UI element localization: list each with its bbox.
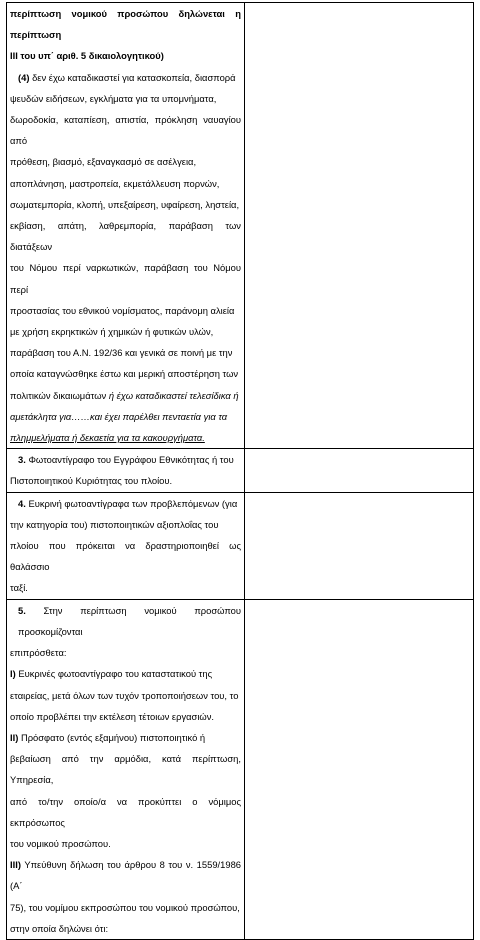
table-row [7,3,474,449]
item-5-line: ΙΙ) Πρόσφατο (εντός εξαμήνου) πιστοποιητικό ή [10,731,206,743]
item-4-line: με χρήση εκρηκτικών ή χημικών ή φυτικών υλών, [10,326,214,338]
item-5-line: εταιρείας, μετά όλων των τυχόν τροποποιήσεων του, το [10,689,239,701]
item-5-line: από το/την οποίο/α να προκύπτει ο νόμιμος εκπρόσωπος [10,795,241,828]
item-5-line: επιπρόσθετα: [10,647,67,659]
table-row [7,449,474,492]
item-number: (4) [18,71,30,83]
item-4-line: παράβαση του Α.Ν. 192/36 και γενικά σε ποινή με την [10,347,233,359]
item-5-line: του νομικού προσώπου. [10,837,111,849]
item-number: 5. [18,604,26,616]
left-cell [7,599,245,939]
item-4b-line: πλοίου που πρόκειται να δραστηριοποιηθεί ως θαλάσσιο [10,540,241,573]
item-4b-line: ταξί. [10,582,28,594]
item-4-line: οποία καταγνώσθηκε έστω και μερική αποστέρηση των [10,368,239,380]
subitem-number: ΙΙ) [10,731,19,743]
item-number: 3. [18,454,26,466]
item-4-line: προστασίας του εθνικού νομίσματος, παράνομη αλιεία [10,304,235,316]
item-4-line: δωροδοκία, καταπίεση, απιστία, πρόκληση ναυαγίου από [10,114,241,147]
item-4-line: αμετάκλητα για……και έχει παρέλθει πενταετία για τα [10,410,228,422]
intro-line: ΙΙΙ του υπ΄ αριθ. 5 δικαιολογητικού) [10,50,164,62]
document-table [6,2,474,940]
item-5-line: 5. Στην περίπτωση νομικού προσώπου προσκομίζονται [18,604,242,637]
left-cell [7,492,245,599]
item-3-line: 3. Φωτοαντίγραφο του Εγγράφου Εθνικότητας ή του [18,454,234,466]
item-4-line: πρόθεση, βιασμό, εξαναγκασμό σε ασέλγεια, [10,156,197,168]
item-4-line: σωματεμπορία, κλοπή, υπεξαίρεση, υφαίρεση, ληστεία, [10,198,240,210]
subitem-number: ΙΙΙ) [10,859,21,871]
table-row [7,492,474,599]
item-4-line: αποπλάνηση, μαστροπεία, εκμετάλλευση πορνών, [10,177,220,189]
item-4-line: του Νόμου περί ναρκωτικών, παράβαση του Νόμου περί [10,262,241,295]
left-cell [7,3,245,449]
item-4-line: (4) δεν έχω καταδικαστεί για κατασκοπεία, διασπορά [18,71,236,83]
item-4-line: ψευδών ειδήσεων, εγκλήματα για τα υπομνήματα, [10,92,217,104]
right-cell [245,492,474,599]
item-3-line: Πιστοποιητικού Κυριότητας του πλοίου. [10,475,173,487]
right-cell [245,599,474,939]
item-4-line: πλημμελήματα ή δεκαετία για τα κακουργήματα. [10,432,205,444]
right-cell [245,3,474,449]
item-5-line: στην οποία δηλώνει ότι: [10,922,109,934]
item-4-line: πολιτικών δικαιωμάτων ή έχω καταδικαστεί τελεσίδικα ή [10,389,239,401]
right-cell [245,449,474,492]
item-5-line: βεβαίωση από την αρμόδια, κατά περίπτωση, Υπηρεσία, [10,753,241,786]
item-5-line: οποίο προβλέπει την εκτέλεση τέτοιων εργασιών. [10,710,215,722]
table-row [7,599,474,939]
item-5-line: Ι) Ευκρινές φωτοαντίγραφο του καταστατικού της [10,668,213,680]
item-5-line: ΙΙΙ) Υπεύθυνη δήλωση του άρθρου 8 του ν. 1559/1986 (Α΄ [10,859,242,892]
left-cell [7,449,245,492]
subitem-number: Ι) [10,668,16,680]
item-number: 4. [18,497,26,509]
item-5-line: 75), του νομίμου εκπροσώπου του νομικού προσώπου, [10,901,240,913]
intro-line: περίπτωση νομικού προσώπου δηλώνεται η περίπτωση [10,8,241,41]
item-4b-line: 4. Ευκρινή φωτοαντίγραφα των προβλεπόμενων (για [18,497,238,509]
item-4-line: εκβίαση, απάτη, λαθρεμπορία, παράβαση των διατάξεων [10,220,241,253]
item-4b-line: την κατηγορία του) πιστοποιητικών αξιοπλοΐας του [10,518,219,530]
